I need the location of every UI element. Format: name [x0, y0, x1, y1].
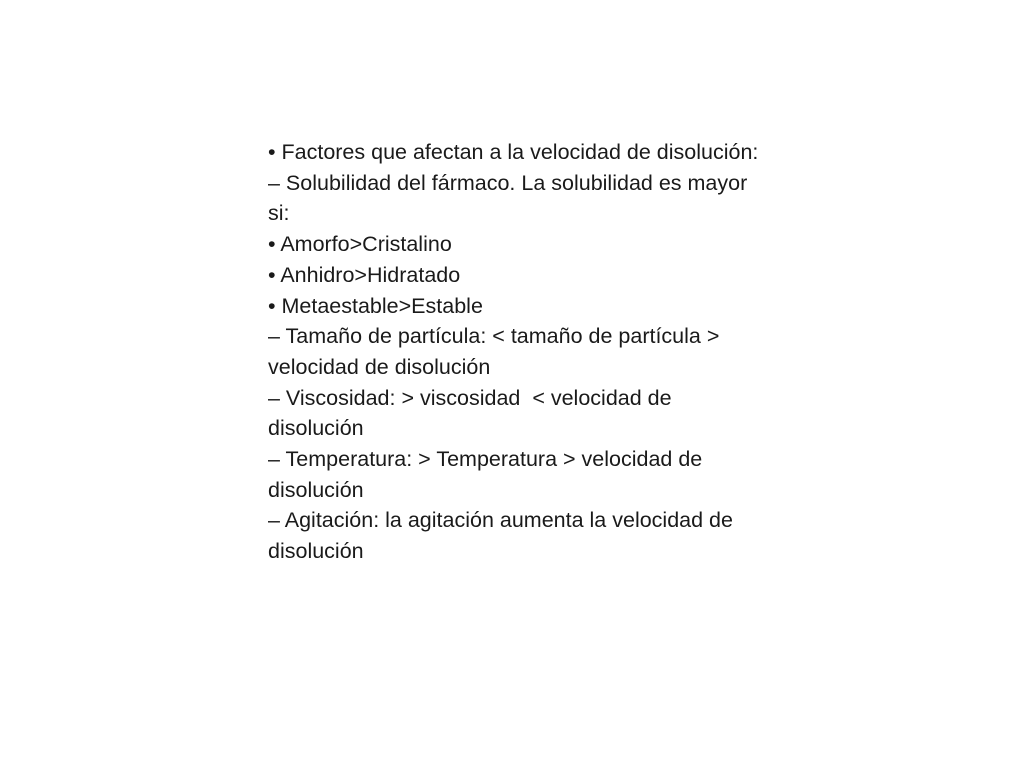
item-tamano-particula: – Tamaño de partícula: < tamaño de partícula > velocidad de disolución — [268, 324, 726, 379]
bullet-amorfo: • Amorfo>Cristalino — [268, 232, 452, 257]
item-solubilidad: – Solubilidad del fármaco. La solubilidad es mayor si: — [268, 170, 754, 226]
item-viscosidad: – Viscosidad: > viscosidad < velocidad de disolución — [268, 385, 678, 441]
item-temperatura: – Temperatura: > Temperatura > velocidad de disolución — [268, 447, 709, 502]
item-agitacion: – Agitación: la agitación aumenta la velocidad de disolución — [268, 508, 739, 564]
bullet-anhidro: • Anhidro>Hidratado — [268, 262, 461, 287]
slide-body-text — [268, 137, 768, 567]
bullet-factores: • Factores que afectan a la velocidad de disolución: — [268, 140, 759, 164]
bullet-metaestable: • Metaestable>Estable — [268, 293, 483, 318]
